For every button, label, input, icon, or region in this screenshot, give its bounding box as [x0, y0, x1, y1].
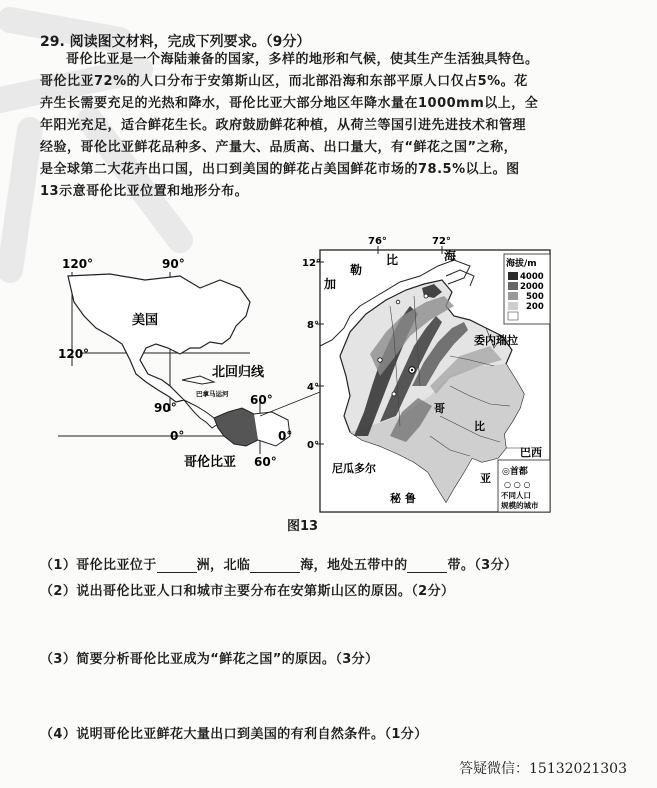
subquestion-4: （4）说明哥伦比亚鲜花大量出口到美国的有利自然条件。（1分）: [40, 727, 428, 742]
question-title: 29. 阅读图文材料，完成下列要求。（9分）: [40, 34, 311, 50]
sea-char-jia: 加: [324, 277, 337, 291]
legend-500: 500: [526, 292, 544, 302]
legend-2000: 2000: [520, 282, 544, 292]
paragraph-line: 卉生长需要充足的光热和降水，哥伦比亚大部分地区年降水量在1000mm以上，全: [40, 96, 539, 111]
city-legend-2: 规模的城市: [501, 501, 539, 510]
lon-120-label: 120°: [62, 257, 94, 271]
label-0-right: 0°: [278, 429, 293, 443]
contact-wechat: 答疑微信：15132021303: [459, 761, 627, 777]
sea-char-hai: 海: [444, 249, 457, 263]
lon-72-label: 72°: [432, 236, 451, 247]
tropic-label: 北回归线: [212, 365, 265, 380]
relief-map: [302, 236, 550, 512]
subquestion-2: （2）说出哥伦比亚人口和城市主要分布在安第斯山区的原因。（2分）: [40, 584, 455, 599]
brazil-label: 巴西: [520, 446, 542, 459]
colombia-label: 哥伦比亚: [184, 455, 237, 470]
subquestion-1: [40, 554, 517, 573]
q1-text-c: 海，地处五带中的: [300, 558, 408, 573]
figure-13: [50, 236, 610, 536]
paragraph-line: 年阳光充足，适合鲜花生长。政府鼓励鲜花种植，从荷兰等国引进先进技术和管理: [40, 118, 527, 133]
city-dots-legend: ○ ○ ○: [504, 480, 531, 489]
lat-8-label: 8°: [307, 320, 319, 331]
lat-90-label: 90°: [154, 401, 177, 415]
paragraph-line: 13示意哥伦比亚位置和地形分布。: [40, 184, 249, 199]
figure-caption: 图13: [287, 519, 319, 534]
ecuador-label: 尼瓜多尔: [332, 462, 376, 475]
legend-200: 200: [526, 302, 544, 312]
subquestion-3: （3）简要分析哥伦比亚成为“鲜花之国”的原因。（3分）: [40, 652, 379, 667]
paragraph-line: 哥伦比亚是一个海陆兼备的国家，多样的地形和气候，使其生产生活独具特色。: [66, 52, 539, 67]
sea-char-le: 勒: [350, 263, 363, 277]
lat-0-label: 0°: [307, 440, 319, 451]
lon-90-label: 90°: [162, 257, 185, 271]
col-char-ya: 亚: [480, 472, 491, 485]
q1-text-a: （1）哥伦比亚位于: [40, 558, 157, 573]
peru-label: 秘 鲁: [390, 492, 416, 505]
panama-label: 巴拿马运河: [196, 390, 229, 398]
answer-blank-sea[interactable]: [250, 558, 300, 573]
paragraph-line: 是全球第二大花卉出口国，出口到美国的鲜花占美国鲜花市场的78.5%以上。图: [40, 162, 520, 177]
capital-legend: ◎首都: [502, 467, 528, 477]
answer-blank-continent[interactable]: [157, 558, 197, 573]
col-char-ge: 哥: [434, 402, 445, 415]
q1-text-d: 带。（3分）: [447, 558, 518, 573]
q1-text-b: 洲，北临: [196, 558, 251, 573]
venezuela-label: 委内瑞拉: [474, 334, 518, 347]
lat-12-label: 12°: [302, 258, 321, 269]
sea-char-bi: 比: [386, 253, 399, 267]
label-60-bottom: 60°: [254, 455, 277, 469]
paragraph-line: 经验，哥伦比亚鲜花品种多、产量大、品质高、出口量大，有“鲜花之国”之称，: [40, 140, 518, 155]
lon-76-label: 76°: [368, 236, 387, 247]
legend-title: 海拔/m: [506, 259, 537, 269]
answer-blank-zone[interactable]: [407, 558, 447, 573]
lat-120-label: 120°: [58, 347, 90, 361]
paragraph-line: 哥伦比亚72%的人口分布于安第斯山区，而北部沿海和东部平原人口仅占5%。花: [40, 74, 528, 89]
label-0-left: 0°: [170, 429, 185, 443]
lat-4-label: 4°: [307, 382, 319, 393]
col-char-bi: 比: [474, 420, 485, 433]
legend-4000: 4000: [520, 272, 544, 282]
city-legend-1: 不同人口: [501, 491, 531, 500]
material-paragraph: [40, 49, 600, 203]
locator-map: [58, 257, 320, 516]
usa-label: 美国: [132, 313, 159, 328]
label-60-top: 60°: [250, 393, 273, 407]
